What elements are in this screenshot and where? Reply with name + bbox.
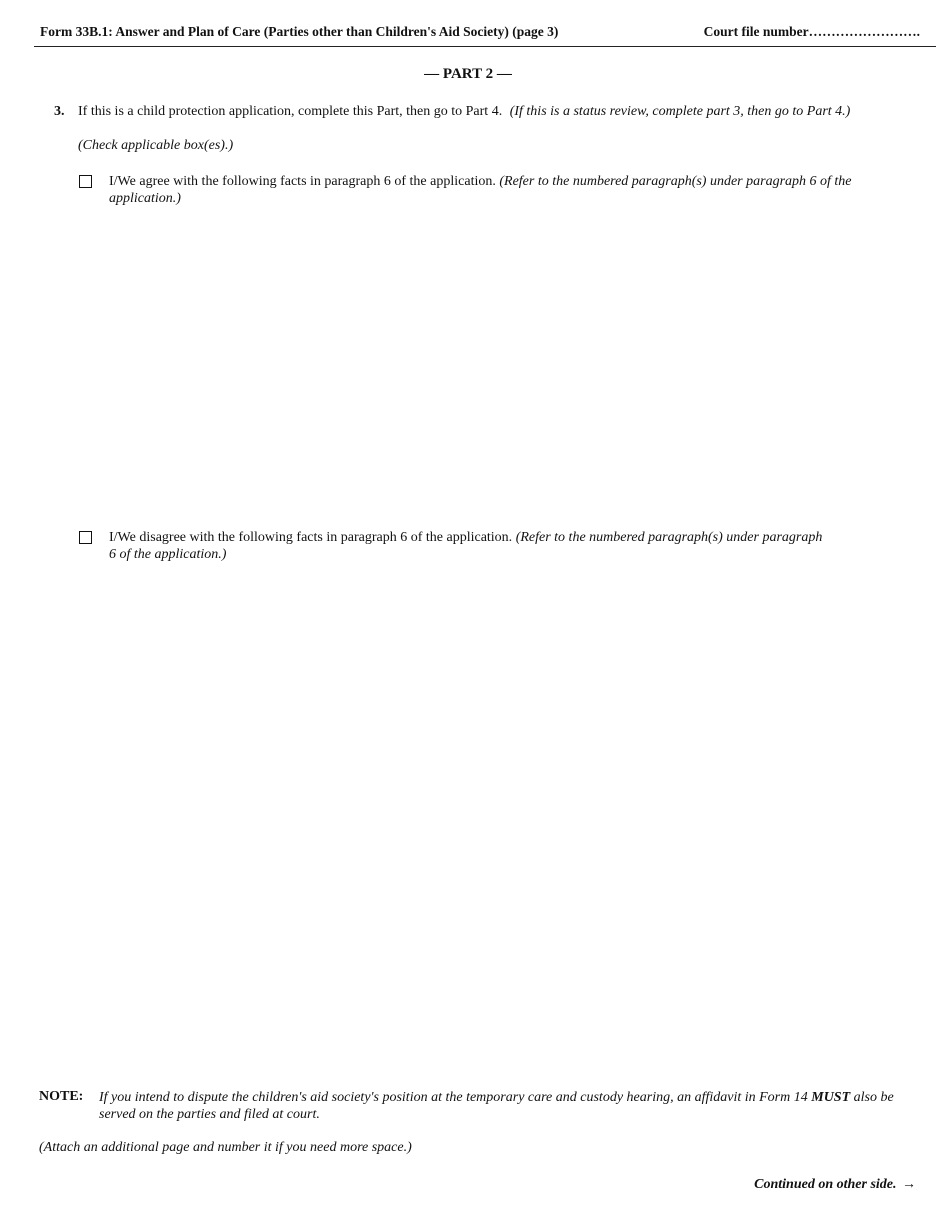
- part-heading: — PART 2 —: [424, 66, 512, 82]
- disagree-checkbox[interactable]: [79, 531, 92, 544]
- note-text-after: also be served on the parties and filed at court.: [99, 1090, 894, 1122]
- disagree-option-text: [109, 529, 829, 563]
- disagree-option-note: (Refer to the numbered paragraph(s) under paragraph 6 of the application.): [109, 530, 823, 562]
- form-title: Form 33B.1: Answer and Plan of Care (Parties other than Children's Aid Society) (page 3): [40, 24, 559, 39]
- court-file-number: Court file number…………………….: [703, 24, 920, 39]
- question-text: [78, 104, 928, 120]
- disagree-option-label: I/We disagree with the following facts in paragraph 6 of the application.: [109, 530, 513, 545]
- attach-instruction: (Attach an additional page and number it if you need more space.): [39, 1140, 412, 1155]
- header-divider: [34, 46, 936, 47]
- arrow-right-icon: →: [902, 1177, 916, 1192]
- note-emphasis: MUST: [811, 1090, 851, 1105]
- agree-checkbox[interactable]: [79, 175, 92, 188]
- note-text-before: If you intend to dispute the children's aid society's position at the temporary care and custody hearing, an affidavit in Form 14: [99, 1090, 808, 1105]
- continued-text: Continued on other side.: [754, 1177, 897, 1192]
- question-number: 3.: [54, 104, 65, 119]
- question-note: (If this is a status review, complete part 3, then go to Part 4.): [509, 104, 851, 119]
- note-label: NOTE:: [39, 1089, 84, 1104]
- page-header: [40, 24, 920, 44]
- note-text: [99, 1089, 909, 1123]
- continued-notice: [754, 1177, 916, 1193]
- check-instruction: (Check applicable box(es).): [78, 138, 234, 153]
- agree-option-label: I/We agree with the following facts in paragraph 6 of the application.: [109, 174, 496, 189]
- question-main-text: If this is a child protection application, complete this Part, then go to Part 4.: [78, 104, 503, 119]
- agree-option-text: [109, 173, 869, 207]
- agree-option-note: (Refer to the numbered paragraph(s) under paragraph 6 of the application.): [109, 174, 852, 206]
